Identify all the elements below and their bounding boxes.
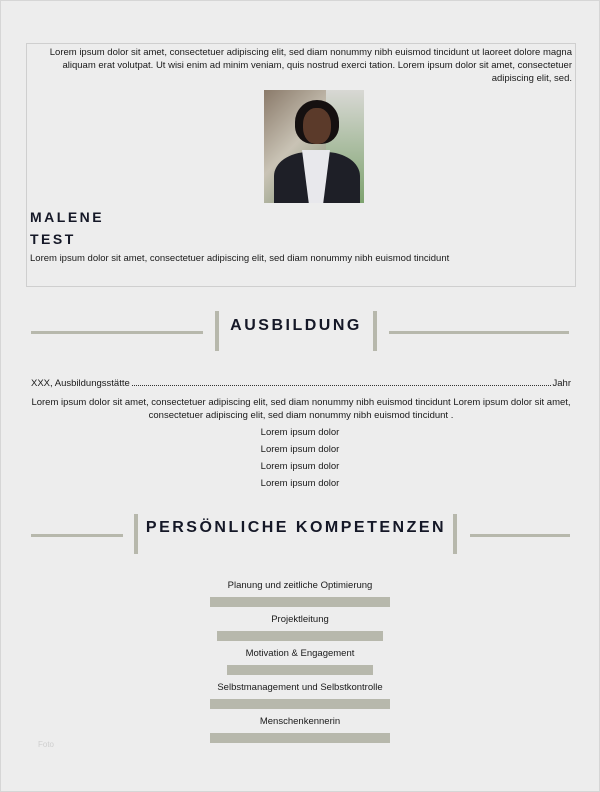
skill-label: Projektleitung (271, 614, 329, 625)
education-institution: XXX, Ausbildungsstätte (31, 378, 130, 389)
education-list-item: Lorem ipsum dolor (260, 427, 340, 438)
skill-label: Selbstmanagement und Selbstkontrolle (217, 682, 383, 693)
education-year: Jahr (552, 378, 571, 389)
intro-text: Lorem ipsum dolor sit amet, consectetuer adipiscing elit, sed diam nonummy nibh euismod tincidunt ut laoreet dolore magna aliquam erat volutpat. Ut wisi enim ad minim veniam, quis nostrud exerci tation. Lorem ipsum dolor sit amet, consectetuer adipiscing elit, sed. (49, 47, 572, 84)
section-title-skills: PERSÖNLICHE KOMPETENZEN (145, 519, 447, 536)
name-first: MALENE (30, 209, 105, 225)
education-list-item: Lorem ipsum dolor (260, 478, 340, 489)
skill-bar (210, 733, 390, 743)
profile-photo (264, 90, 364, 203)
section-bar-right (453, 514, 457, 554)
dot-leader (132, 384, 551, 386)
section-rule-right (470, 534, 570, 537)
section-rule-right (389, 331, 569, 334)
education-list-item: Lorem ipsum dolor (260, 444, 340, 455)
skill-label: Motivation & Engagement (245, 648, 355, 659)
skill-bar (227, 665, 373, 675)
skill-bar (210, 597, 390, 607)
section-rule-left (31, 331, 203, 334)
section-bar-left (215, 311, 219, 351)
profile-summary: Lorem ipsum dolor sit amet, consectetuer adipiscing elit, sed diam nonummy nibh euismod tincidunt (30, 253, 450, 264)
section-bar-left (134, 514, 138, 554)
skill-bar (210, 699, 390, 709)
education-description: Lorem ipsum dolor sit amet, consectetuer adipiscing elit, sed diam nonummy nibh euismod tincidunt Lorem ipsum dolor sit amet, consectetuer adipiscing elit, sed diam nonummy nibh euismod tincidunt . (31, 397, 571, 421)
name-last: TEST (30, 231, 76, 247)
skill-bar (217, 631, 383, 641)
section-title-education: AUSBILDUNG (230, 317, 362, 334)
education-list-item: Lorem ipsum dolor (260, 461, 340, 472)
skill-label: Planung und zeitliche Optimierung (227, 580, 373, 591)
section-bar-right (373, 311, 377, 351)
section-rule-left (31, 534, 123, 537)
watermark: Foto (38, 740, 55, 749)
skill-label: Menschenkennerin (259, 716, 341, 727)
candidate-name (30, 206, 104, 250)
education-entry (31, 378, 571, 389)
